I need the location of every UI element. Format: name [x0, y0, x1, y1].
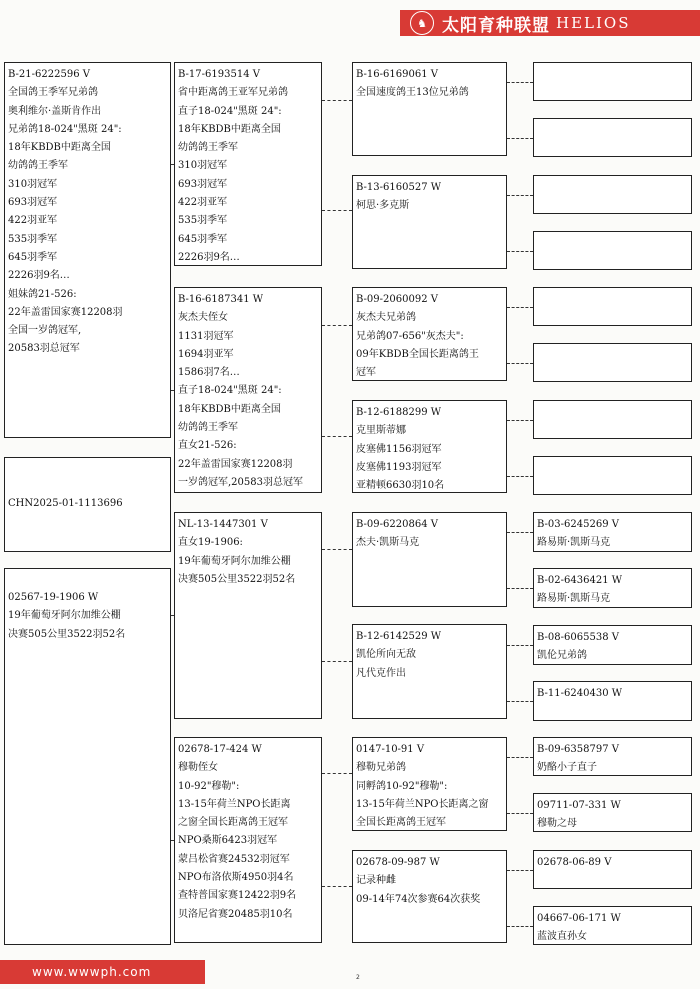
pedigree-line: 2226羽9名…	[8, 270, 70, 282]
pedigree-line: 18年KBDB中距离全国	[178, 123, 281, 135]
connector	[171, 164, 174, 165]
pedigree-line: 直子18-024"黑斑 24":	[178, 385, 282, 397]
pedigree-box-gen3-6	[352, 624, 507, 719]
connector	[507, 82, 533, 83]
pedigree-line: 10-92"穆勒":	[178, 780, 240, 792]
pedigree-line: 皮塞佛1156羽冠军	[356, 443, 442, 455]
pedigree-line: 18年KBDB中距离全国	[178, 403, 281, 415]
pedigree-line: 693羽冠军	[8, 197, 58, 209]
pedigree-box-sire	[4, 62, 171, 438]
pedigree-box-gen3-3	[352, 287, 507, 381]
pedigree-line: 姐妹鸽21-526:	[8, 288, 77, 300]
connector	[322, 436, 352, 437]
pedigree-box-gen4-5	[533, 287, 692, 326]
horse-head-icon: ♞	[410, 11, 434, 35]
pedigree-line: 穆勒之母	[537, 818, 577, 830]
pedigree-box-gen3-7	[352, 737, 507, 831]
pedigree-box-subject	[4, 457, 171, 552]
pedigree-box-gen4-11	[533, 625, 692, 665]
pedigree-line: 凡代克作出	[356, 667, 406, 679]
pedigree-line: 直女19-1906:	[178, 537, 243, 549]
pedigree-line: 克里斯蒂娜	[356, 425, 406, 437]
pedigree-line: 一岁鸽冠军,20583羽总冠军	[178, 476, 303, 488]
pedigree-box-gen4-12	[533, 681, 692, 721]
ring-number: B-09-6220864 V	[356, 519, 438, 530]
pedigree-line: 13-15年荷兰NPO长距离之窗	[356, 798, 489, 810]
pedigree-line: 记录种雌	[356, 875, 396, 887]
pedigree-box-dam	[4, 568, 171, 945]
pedigree-line: 凯伦所向无敌	[356, 649, 416, 661]
pedigree-line: 全国一岁鸽冠军,	[8, 325, 82, 337]
pedigree-line: 省中距离鸽王亚军兄弟鸽	[178, 87, 288, 99]
pedigree-line: 全国速度鸽王13位兄弟鸽	[356, 87, 469, 99]
connector	[507, 195, 533, 196]
pedigree-line: 直女21-526:	[178, 440, 237, 452]
pedigree-line: 路易斯·凯斯马克	[537, 537, 611, 549]
ring-number: 02567-19-1906 W	[8, 592, 99, 603]
pedigree-line: NPO桑斯6423羽冠军	[178, 835, 278, 847]
pedigree-line: 645羽季军	[178, 233, 228, 245]
pedigree-line: 之窗全国长距离鸽王冠军	[178, 817, 288, 829]
ring-number: B-09-6358797 V	[537, 744, 619, 755]
pedigree-line: 穆勒兄弟鸽	[356, 762, 406, 774]
pedigree-line: 22年盖雷国家赛12208羽	[8, 306, 123, 318]
pedigree-line: 09年KBDB全国长距离鸽王	[356, 348, 479, 360]
connector	[322, 886, 352, 887]
connector	[171, 840, 174, 841]
pedigree-box-sire-sire	[174, 62, 322, 266]
ring-number: B-03-6245269 V	[537, 519, 619, 530]
pedigree-line: 693羽冠军	[178, 178, 228, 190]
pedigree-line: 幼鸽鸽王季军	[8, 160, 68, 172]
ring-number: 02678-09-987 W	[356, 857, 440, 868]
pedigree-line: 18年KBDB中距离全国	[8, 142, 111, 154]
header-banner	[400, 10, 700, 36]
pedigree-box-sire-dam	[174, 287, 322, 493]
pedigree-line: 幼鸽鸽王季军	[178, 142, 238, 154]
pedigree-box-gen4-14	[533, 793, 692, 832]
pedigree-line: 决赛505公里3522羽52名	[178, 573, 296, 585]
pedigree-line: 直子18-024"黑斑 24":	[178, 105, 282, 117]
pedigree-line: 奶酪小子直子	[537, 762, 597, 774]
connector	[322, 549, 352, 550]
ring-number: B-02-6436421 W	[537, 575, 623, 586]
connector	[507, 307, 533, 308]
pedigree-line: 1586羽7名…	[178, 367, 240, 379]
header-brand: HELIOS	[556, 14, 631, 32]
pedigree-line: 柯思·多克斯	[356, 200, 410, 212]
pedigree-line: 422羽亚军	[8, 215, 58, 227]
pedigree-line: 全国长距离鸽王冠军	[356, 817, 446, 829]
pedigree-box-gen4-3	[533, 175, 692, 214]
connector	[507, 532, 533, 533]
pedigree-line: 535羽季军	[178, 215, 228, 227]
pedigree-box-gen4-4	[533, 231, 692, 270]
pedigree-line: 兄弟鸽07-656"灰杰夫":	[356, 330, 464, 342]
connector	[171, 615, 174, 616]
pedigree-box-gen4-13	[533, 737, 692, 776]
ring-number: 02678-06-89 V	[537, 857, 612, 868]
pedigree-line: 灰杰夫侄女	[178, 312, 228, 324]
ring-number: 09711-07-331 W	[537, 800, 621, 811]
pedigree-line: 422羽亚军	[178, 197, 228, 209]
connector	[507, 588, 533, 589]
connector	[171, 390, 174, 391]
ring-number: B-17-6193514 V	[178, 69, 260, 80]
pedigree-line: 645羽季军	[8, 251, 58, 263]
pedigree-box-gen4-7	[533, 400, 692, 439]
footer-url: www.wwwph.com	[32, 965, 152, 979]
pedigree-box-gen3-8	[352, 850, 507, 943]
pedigree-line: 路易斯·凯斯马克	[537, 593, 611, 605]
connector	[507, 138, 533, 139]
pedigree-line: 09-14年74次参赛64次获奖	[356, 893, 481, 905]
pedigree-line: 1131羽冠军	[178, 330, 234, 342]
pedigree-line: 蓝波直孙女	[537, 931, 587, 943]
connector	[322, 773, 352, 774]
connector	[507, 476, 533, 477]
pedigree-box-gen4-1	[533, 62, 692, 101]
connector	[322, 100, 352, 101]
connector	[507, 251, 533, 252]
pedigree-line: 皮塞佛1193羽冠军	[356, 461, 442, 473]
pedigree-line: 灰杰夫兄弟鸽	[356, 312, 416, 324]
pedigree-line: 奥利维尔·盖斯肯作出	[8, 105, 102, 117]
connector	[507, 870, 533, 871]
pedigree-box-gen3-2	[352, 175, 507, 269]
page-number: 2	[356, 974, 360, 981]
pedigree-line: 310羽冠军	[8, 178, 58, 190]
ring-number: 02678-17-424 W	[178, 744, 262, 755]
ring-number: B-08-6065538 V	[537, 632, 619, 643]
ring-number: B-12-6188299 W	[356, 407, 442, 418]
pedigree-line: 贝洛尼省赛20485羽10名	[178, 908, 293, 920]
ring-number: CHN2025-01-1113696	[8, 498, 123, 509]
pedigree-box-gen4-16	[533, 906, 692, 945]
pedigree-line: 13-15年荷兰NPO长距离	[178, 798, 291, 810]
pedigree-box-gen4-10	[533, 568, 692, 608]
pedigree-box-gen3-5	[352, 512, 507, 607]
pedigree-line: 2226羽9名…	[178, 251, 240, 263]
footer-url-banner	[0, 960, 205, 984]
pedigree-line: 1694羽亚军	[178, 348, 234, 360]
pedigree-box-gen4-15	[533, 850, 692, 889]
connector	[507, 645, 533, 646]
ring-number: B-16-6169061 V	[356, 69, 438, 80]
pedigree-line: 穆勒侄女	[178, 762, 218, 774]
pedigree-box-gen4-9	[533, 512, 692, 552]
pedigree-line: 20583羽总冠军	[8, 343, 80, 355]
pedigree-line: 同孵鸽10-92"穆勒":	[356, 780, 448, 792]
pedigree-box-gen4-6	[533, 343, 692, 382]
pedigree-line: 535羽季军	[8, 233, 58, 245]
pedigree-line: 亚精顿6630羽10名	[356, 480, 445, 492]
pedigree-line: 查特普国家赛12422羽9名	[178, 890, 297, 902]
ring-number: B-21-6222596 V	[8, 69, 90, 80]
pedigree-line: 全国鸽王季军兄弟鸽	[8, 87, 98, 99]
pedigree-line: NPO布洛依斯4950羽4名	[178, 872, 294, 884]
pedigree-box-dam-dam	[174, 737, 322, 943]
connector	[507, 757, 533, 758]
pedigree-line: 杰夫·凯斯马克	[356, 537, 420, 549]
pedigree-box-gen4-2	[533, 118, 692, 157]
pedigree-line: 19年葡萄牙阿尔加维公棚	[178, 555, 291, 567]
connector	[507, 813, 533, 814]
ring-number: B-12-6142529 W	[356, 631, 442, 642]
connector	[507, 926, 533, 927]
pedigree-box-gen3-1	[352, 62, 507, 156]
pedigree-line: 蒙吕松省赛24532羽冠军	[178, 853, 290, 865]
ring-number: 0147-10-91 V	[356, 744, 425, 755]
pedigree-box-dam-sire	[174, 512, 322, 719]
connector	[507, 701, 533, 702]
pedigree-line: 22年盖雷国家赛12208羽	[178, 458, 293, 470]
ring-number: 04667-06-171 W	[537, 913, 621, 924]
pedigree-line: 310羽冠军	[178, 160, 228, 172]
ring-number: NL-13-1447301 V	[178, 519, 268, 530]
connector	[322, 325, 352, 326]
pedigree-line: 幼鸽鸽王季军	[178, 422, 238, 434]
ring-number: B-11-6240430 W	[537, 688, 623, 699]
connector	[507, 363, 533, 364]
pedigree-box-gen3-4	[352, 400, 507, 493]
pedigree-line: 19年葡萄牙阿尔加维公棚	[8, 610, 121, 622]
connector	[507, 420, 533, 421]
pedigree-line: 冠军	[356, 367, 376, 379]
connector	[322, 210, 352, 211]
ring-number: B-16-6187341 W	[178, 294, 264, 305]
ring-number: B-13-6160527 W	[356, 182, 442, 193]
connector	[322, 661, 352, 662]
ring-number: B-09-2060092 V	[356, 294, 438, 305]
pedigree-line: 凯伦兄弟鸽	[537, 650, 587, 662]
pedigree-box-gen4-8	[533, 456, 692, 495]
header-title: 太阳育种联盟	[442, 15, 550, 36]
pedigree-line: 决赛505公里3522羽52名	[8, 628, 126, 640]
pedigree-line: 兄弟鸽18-024"黑斑 24":	[8, 123, 122, 135]
